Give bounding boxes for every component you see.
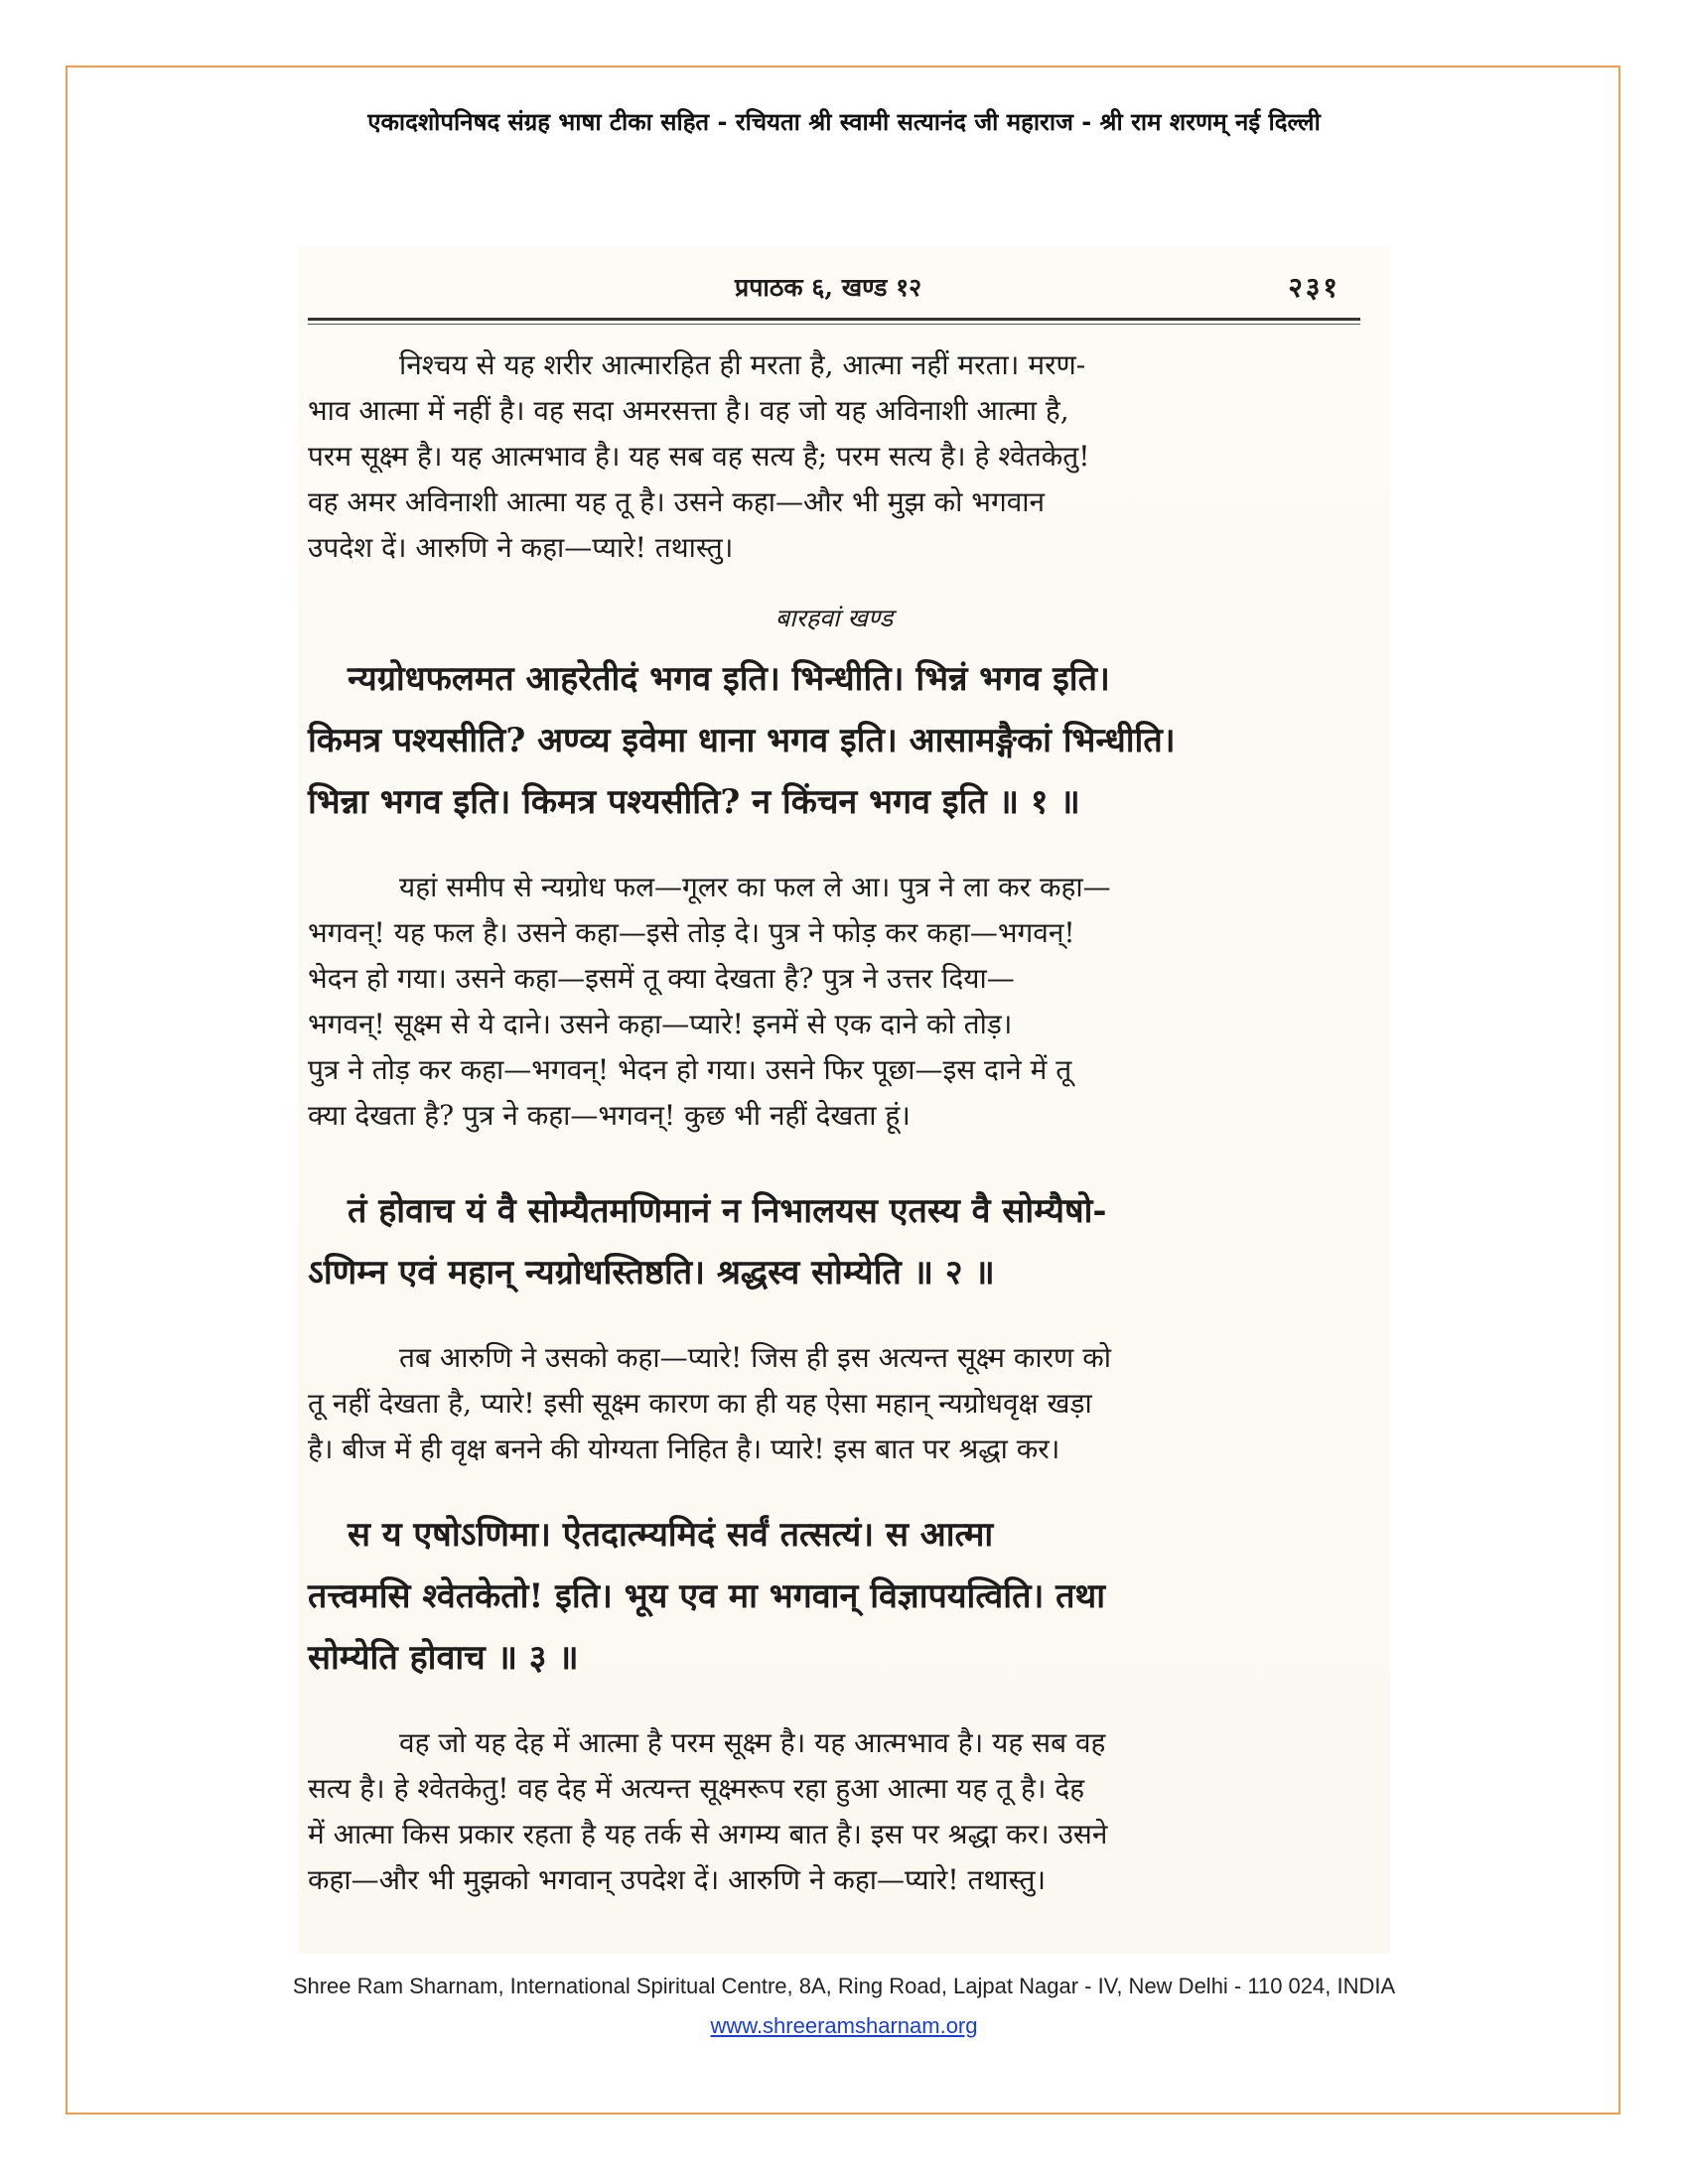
text-line: भगवन्! सूक्ष्म से ये दाने। उसने कहा—प्यारे! इनमें से एक दाने को तोड़। (308, 1008, 1013, 1040)
text-line: सत्य है। हे श्वेतकेतु! वह देह में अत्यन्त सूक्ष्मरूप रहा हुआ आत्मा यह तू है। देह (308, 1772, 1085, 1805)
text-line: भेदन हो गया। उसने कहा—इसमें तू क्या देखता है? पुत्र ने उत्तर दिया— (308, 962, 1015, 995)
verse-line: ऽणिम्न एवं महान् न्यग्रोधस्तिष्ठति। श्रद्धस्व सोम्येति ॥ २ ॥ (308, 1253, 995, 1293)
verse-1 (308, 648, 1360, 833)
text-line: भगवन्! यह फल है। उसने कहा—इसे तोड़ दे। पुत्र ने फोड़ कर कहा—भगवन्! (308, 916, 1075, 949)
website-link[interactable]: www.shreeramsharnam.org (710, 2013, 978, 2038)
verse-line: स य एषोऽणिमा। ऐतदात्म्यमिदं सर्वं तत्सत्यं। स आत्मा (348, 1515, 994, 1555)
verse-line: सोम्येति होवाच ॥ ३ ॥ (308, 1638, 579, 1678)
book-page (308, 268, 1360, 1903)
verse-line: किमत्र पश्यसीति? अण्व्य इवेमा धाना भगव इति। आसामङ्गैकां भिन्धीति। (308, 721, 1176, 760)
running-header (308, 268, 1360, 312)
text-line: पुत्र ने तोड़ कर कहा—भगवन्! भेदन हो गया। उसने फिर पूछा—इस दाने में तू (308, 1053, 1072, 1086)
verse-line: तं होवाच यं वै सोम्यैतमणिमानं न निभालयस एतस्य वै सोम्यैषो- (348, 1191, 1107, 1231)
paragraph-3 (308, 1335, 1360, 1472)
verse-line: तत्त्वमसि श्वेतकेतो! इति। भूय एव मा भगवान् विज्ञापयत्विति। तथा (308, 1576, 1106, 1616)
text-line: वह अमर अविनाशी आत्मा यह तू है। उसने कहा—और भी मुझ को भगवान (308, 485, 1046, 518)
footer-address: Shree Ram Sharnam, International Spiritual Centre, 8A, Ring Road, Lajpat Nagar - IV, New Delhi - 110 024, INDIA (292, 1974, 1396, 1998)
verse-2 (308, 1180, 1360, 1303)
verse-line: न्यग्रोधफलमत आहरेतीदं भगव इति। भिन्धीति। भिन्नं भगव इति। (348, 659, 1110, 699)
paragraph-2 (308, 865, 1360, 1139)
text-line: परम सूक्ष्म है। यह आत्मभाव है। यह सब वह सत्य है; परम सत्य है। हे श्वेतकेतु! (308, 440, 1090, 473)
text-line: कहा—और भी मुझको भगवान् उपदेश दें। आरुणि ने कहा—प्यारे! तथास्तु। (308, 1863, 1047, 1896)
text-line: भाव आत्मा में नहीं है। वह सदा अमरसत्ता है। वह जो यह अविनाशी आत्मा है, (308, 394, 1069, 427)
page-header: एकादशोपनिषद संग्रह भाषा टीका सहित - रचियता श्री स्वामी सत्यानंद जी महाराज - श्री राम शरणम् नई दिल्ली (367, 108, 1321, 136)
text-line: में आत्मा किस प्रकार रहता है यह तर्क से अगम्य बात है। इस पर श्रद्धा कर। उसने (308, 1818, 1108, 1850)
running-head-title: प्रपाठक ६, खण्ड १२ (735, 273, 922, 302)
page-number: २३१ (1288, 271, 1340, 304)
footer-website (0, 2013, 1688, 2039)
text-line: तू नहीं देखता है, प्यारे! इसी सूक्ष्म कारण का ही यह ऐसा महान् न्यग्रोधवृक्ष खड़ा (308, 1387, 1092, 1420)
paragraph-4 (308, 1720, 1360, 1903)
verse-line: भिन्ना भगव इति। किमत्र पश्यसीति? न किंचन भगव इति ॥ १ ॥ (308, 782, 1080, 822)
paragraph-1 (308, 342, 1360, 571)
text-line: यहां समीप से न्यग्रोध फल—गूलर का फल ले आ। पुत्र ने ला कर कहा— (399, 871, 1111, 903)
text-line: वह जो यह देह में आत्मा है परम सूक्ष्म है। यह आत्मभाव है। यह सब वह (399, 1726, 1106, 1759)
text-line: उपदेश दें। आरुणि ने कहा—प्यारे! तथास्तु। (308, 531, 734, 564)
text-line: तब आरुणि ने उसको कहा—प्यारे! जिस ही इस अत्यन्त सूक्ष्म कारण को (399, 1341, 1111, 1374)
verse-3 (308, 1504, 1360, 1689)
section-title: बारहवां खण्ड (774, 604, 894, 632)
header-rule (308, 318, 1360, 325)
text-line: निश्चय से यह शरीर आत्मारहित ही मरता है, आत्मा नहीं मरता। मरण- (399, 348, 1086, 381)
text-line: है। बीज में ही वृक्ष बनने की योग्यता निहित है। प्यारे! इस बात पर श्रद्धा कर। (308, 1433, 1060, 1465)
text-line: क्या देखता है? पुत्र ने कहा—भगवन्! कुछ भी नहीं देखता हूं। (308, 1099, 911, 1132)
